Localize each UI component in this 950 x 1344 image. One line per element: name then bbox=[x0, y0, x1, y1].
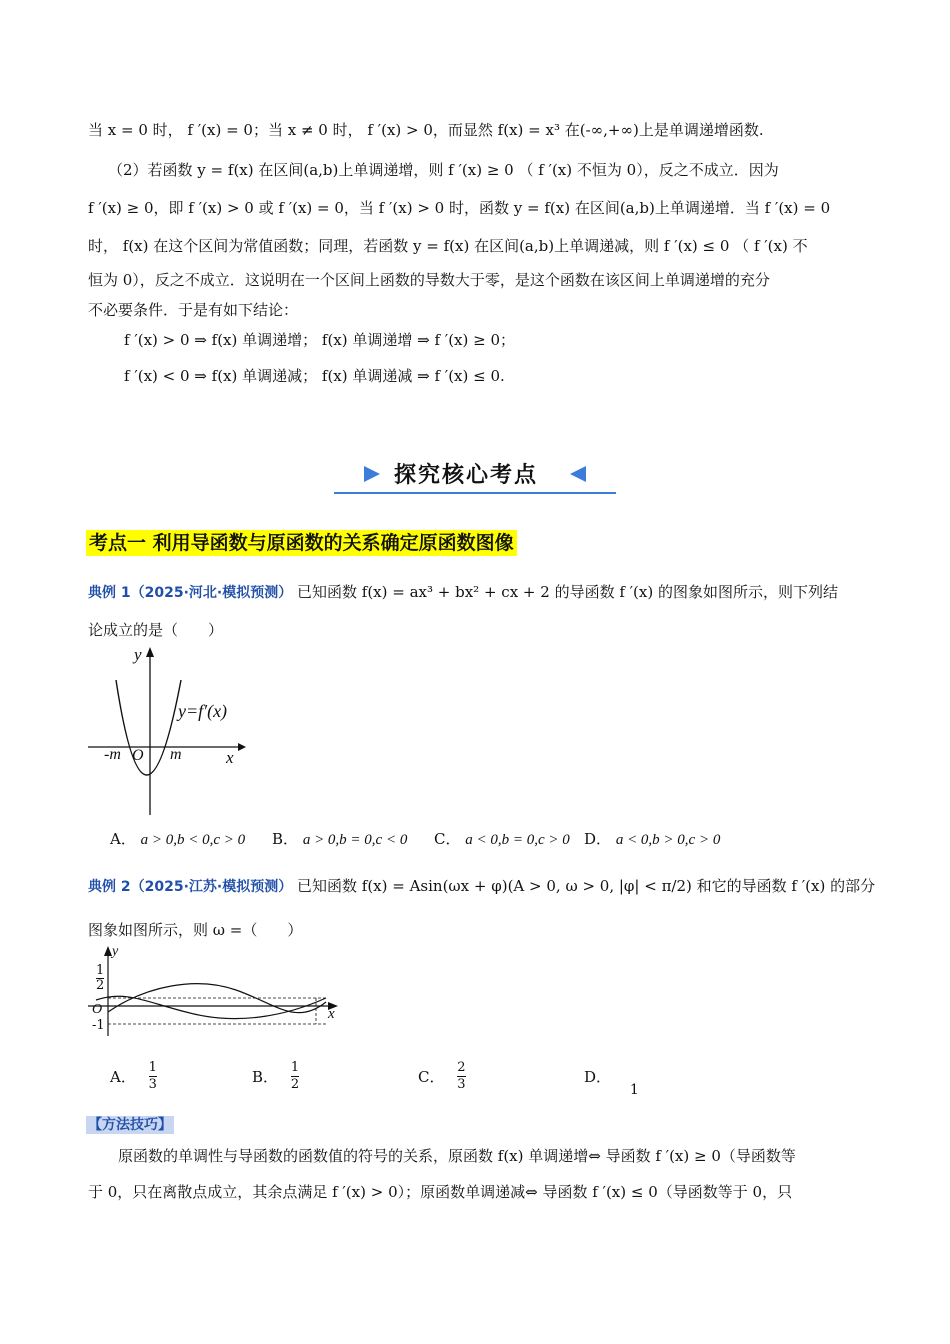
graph1-curve-label: y=f′(x) bbox=[178, 701, 228, 721]
section-title: 考点一 利用导函数与原函数的关系确定原函数图像 bbox=[86, 530, 517, 556]
example1-graph bbox=[86, 645, 246, 820]
example1-option-a[interactable] bbox=[110, 828, 245, 849]
example2-option-a[interactable] bbox=[110, 1060, 157, 1093]
banner-arrow-right-icon bbox=[364, 466, 380, 482]
option-fraction bbox=[291, 1060, 299, 1093]
derivative-graph bbox=[86, 645, 246, 820]
example2-line-1 bbox=[88, 876, 875, 897]
graph1-m-label: m bbox=[170, 746, 182, 763]
example1-text-2: 论成立的是（ ） bbox=[88, 621, 224, 639]
example2-option-d[interactable] bbox=[584, 1066, 639, 1098]
example1-text-1: 已知函数 f(x) = ax³ + bx² + cx + 2 的导函数 f ′(x) 的图象如图所示，则下列结 bbox=[297, 583, 838, 601]
example2-text-1: 已知函数 f(x) = Asin(ωx + φ)(A > 0, ω > 0, |φ| < π/2) 和它的导函数 f ′(x) 的部分 bbox=[297, 877, 876, 895]
example1-option-d[interactable] bbox=[584, 828, 720, 849]
fraction-denominator: 2 bbox=[96, 978, 105, 993]
graph2-origin-label: O bbox=[92, 1002, 103, 1017]
method-line-2: 于 0，只在离散点成立，其余点满足 f ′(x) > 0）；原函数单调递减⇔ 导函数 f ′(x) ≤ 0（导函数等于 0，只 bbox=[88, 1183, 793, 1201]
y-axis-arrow-icon bbox=[104, 946, 112, 956]
option-letter: A． bbox=[110, 830, 136, 848]
example1-option-c[interactable] bbox=[434, 828, 570, 849]
example2-option-c[interactable] bbox=[418, 1060, 466, 1093]
example2-option-b[interactable] bbox=[252, 1060, 299, 1093]
method-tag: 【方法技巧】 bbox=[88, 1117, 172, 1133]
fraction-denominator: 2 bbox=[290, 1077, 300, 1092]
intro-line-1: 当 x = 0 时， f ′(x) = 0；当 x ≠ 0 时， f ′(x) > 0，而显然 f(x) = x³ 在(-∞,+∞)上是单调递增函数. bbox=[88, 121, 764, 139]
example2-tag: 典例 2（2025·江苏·模拟预测） bbox=[88, 879, 293, 895]
graph2-x-label: x bbox=[328, 1006, 335, 1022]
fraction-denominator: 3 bbox=[457, 1077, 466, 1092]
fraction-numerator: 1 bbox=[148, 1060, 157, 1075]
graph2-neg-one-label: -1 bbox=[92, 1018, 105, 1033]
conclusion-1: f ′(x) > 0 ⇒ f(x) 单调递增； f(x) 单调递增 ⇒ f ′(x) ≥ 0； bbox=[124, 331, 516, 349]
option-letter: C． bbox=[434, 830, 461, 848]
option-letter: D． bbox=[584, 1068, 612, 1086]
intro-line-5: 恒为 0），反之不成立．这说明在一个区间上函数的导数大于零，是这个函数在该区间上单调递增的充分 bbox=[88, 271, 770, 289]
option-letter: C． bbox=[418, 1068, 445, 1086]
example2-graph bbox=[86, 946, 346, 1038]
section-heading bbox=[86, 528, 517, 555]
intro-line-4: 时， f(x) 在这个区间为常值函数；同理，若函数 y = f(x) 在区间(a,b)上单调递减，则 f ′(x) ≤ 0 （ f ′(x) 不 bbox=[88, 237, 808, 255]
banner-title: 探究核心考点 bbox=[394, 463, 539, 488]
option-letter: D． bbox=[584, 830, 612, 848]
x-axis-arrow-icon bbox=[238, 743, 246, 751]
sine-graph bbox=[86, 946, 346, 1038]
graph2-y-label: y bbox=[112, 944, 119, 959]
option-text: a < 0,b > 0,c > 0 bbox=[615, 832, 721, 848]
graph1-neg-m-label: -m bbox=[104, 746, 121, 763]
section-banner bbox=[334, 452, 616, 496]
graph1-origin-label: O bbox=[132, 747, 144, 764]
example1-tag: 典例 1（2025·河北·模拟预测） bbox=[88, 585, 293, 601]
intro-line-2: （2）若函数 y = f(x) 在区间(a,b)上单调递增，则 f ′(x) ≥ 0 （ f ′(x) 不恒为 0），反之不成立．因为 bbox=[108, 161, 779, 179]
example1-line-1 bbox=[88, 582, 838, 603]
option-letter: A． bbox=[110, 1068, 136, 1086]
option-fraction bbox=[149, 1060, 157, 1093]
intro-line-6: 不必要条件．于是有如下结论： bbox=[88, 301, 299, 319]
method-line-1: 原函数的单调性与导函数的函数值的符号的关系，原函数 f(x) 单调递增⇔ 导函数 f ′(x) ≥ 0（导函数等 bbox=[118, 1147, 796, 1165]
example2-text-2: 图象如图所示，则 ω =（ ） bbox=[88, 921, 303, 939]
fraction-numerator: 2 bbox=[457, 1060, 466, 1075]
banner-arrow-left-icon bbox=[570, 466, 586, 482]
option-text: a > 0,b = 0,c < 0 bbox=[302, 832, 408, 848]
fraction-numerator: 1 bbox=[290, 1060, 300, 1075]
option-letter: B． bbox=[252, 1068, 279, 1086]
fraction-numerator: 1 bbox=[96, 963, 105, 978]
conclusion-2: f ′(x) < 0 ⇒ f(x) 单调递减； f(x) 单调递减 ⇒ f ′(x) ≤ 0. bbox=[124, 367, 505, 385]
graph1-y-label: y bbox=[134, 645, 142, 664]
intro-line-3: f ′(x) ≥ 0，即 f ′(x) > 0 或 f ′(x) = 0，当 f ′(x) > 0 时，函数 y = f(x) 在区间(a,b)上单调递增．当 f ′(x) = 0 bbox=[88, 199, 831, 217]
option-text: a < 0,b = 0,c > 0 bbox=[465, 832, 570, 848]
method-heading bbox=[86, 1114, 174, 1134]
example1-option-b[interactable] bbox=[272, 828, 407, 849]
option-fraction bbox=[457, 1060, 465, 1093]
option-text: a > 0,b < 0,c > 0 bbox=[140, 832, 246, 848]
y-axis-arrow-icon bbox=[146, 647, 154, 657]
fraction-denominator: 3 bbox=[148, 1077, 157, 1092]
option-letter: B． bbox=[272, 830, 299, 848]
option-value: 1 bbox=[629, 1082, 639, 1098]
graph2-half-label bbox=[96, 964, 104, 993]
graph1-x-label: x bbox=[226, 748, 234, 767]
